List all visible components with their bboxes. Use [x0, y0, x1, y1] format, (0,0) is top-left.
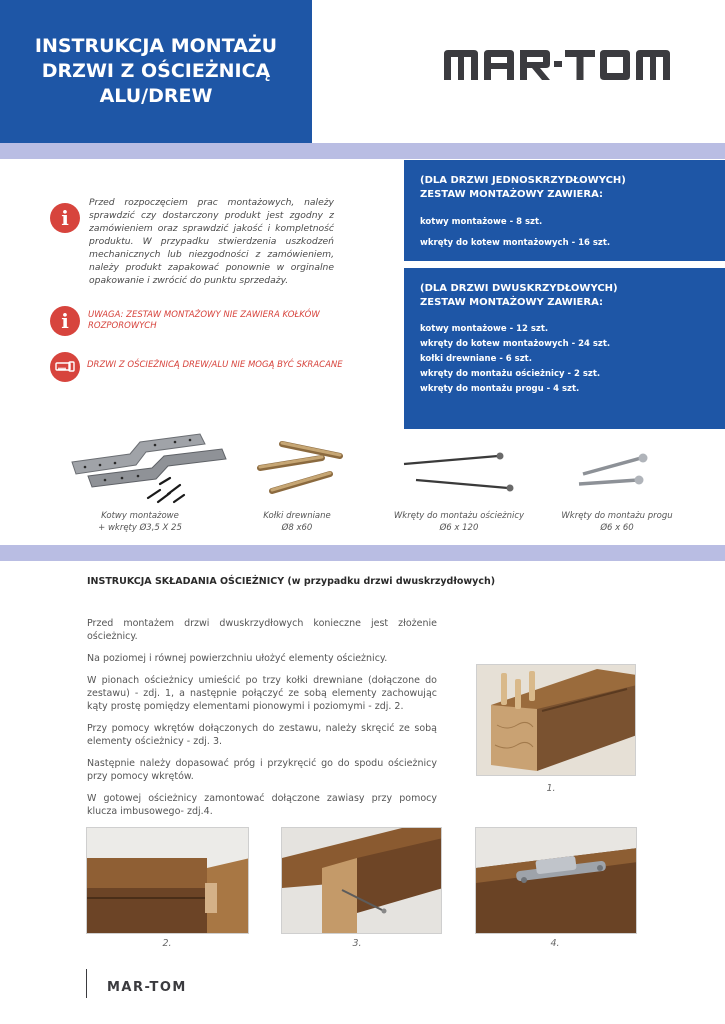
- threshold-screws-image: [575, 452, 655, 492]
- product-caption: [542, 510, 692, 534]
- step-text: Następnie należy dopasować próg i przykręcić go do spodu ościeżnicy przy pomocy wkrętów.: [87, 758, 437, 782]
- product-size: Ø6 x 60: [600, 523, 634, 533]
- photo-caption: 3.: [352, 938, 362, 949]
- section-band: [0, 545, 725, 561]
- kit-single-heading-2: ZESTAW MONTAŻOWY ZAWIERA:: [420, 189, 603, 200]
- brand-logo: [444, 50, 684, 80]
- product-name: Wkręty do montażu ościeżnicy: [393, 511, 525, 521]
- kit-single-heading-1: (DLA DRZWI JEDNOSKRZYDŁOWYCH): [420, 175, 626, 186]
- footer-divider: [86, 969, 87, 998]
- kit-double-item: kotwy montażowe - 12 szt.: [420, 324, 549, 334]
- kit-single-box: [404, 160, 725, 261]
- dowels-image: [250, 436, 350, 506]
- page-title: [16, 34, 296, 109]
- photo-caption: 2.: [162, 938, 172, 949]
- product-size: Ø6 x 120: [439, 523, 479, 533]
- step-text: W pionach ościeżnicy umieścić po trzy kołki drewniane (dołączone do zestawu) - zdj. 1, a następnie połączyć ze sobą elementy zachowując kąty prostę pomiędzy elementami pionowymi i poziomymi - zdj. 2.: [87, 675, 437, 712]
- intro-notice: Przed rozpoczęciem prac montażowych, należy sprawdzić czy dostarczony produkt jest zgodny z zamówieniem oraz sprawdzić jakość i kompletność produktu. W przypadku stwierdzenia uszkodzeń mechanicznych lub niezgodności z zamówieniem, należy produkt zapakować ponownie w orginalne opakowanie i zwrócić do punktu sprzedaży.: [89, 197, 334, 286]
- footer-logo: MAR-TOM: [107, 980, 187, 995]
- photo-screwed-corner: [281, 827, 442, 934]
- kit-double-heading-1: (DLA DRZWI DWUSKRZYDŁOWYCH): [420, 283, 618, 294]
- instructions-steps: [87, 617, 437, 827]
- product-name: Kotwy montażowe: [101, 511, 179, 521]
- photo-hinges: [475, 827, 637, 934]
- step-text: Przy pomocy wkrętów dołączonych do zestawu, należy skręcić ze sobą elementy ościeżnicy - zdj. 3.: [87, 723, 437, 747]
- step-text: W gotowej ościeżnicy zamontować dołączone zawiasy przy pomocy klucza imbusowego- zdj.4.: [87, 793, 437, 817]
- kit-single-item: kotwy montażowe - 8 szt.: [420, 217, 543, 227]
- kit-double-heading-2: ZESTAW MONTAŻOWY ZAWIERA:: [420, 297, 603, 308]
- frame-screws-image: [400, 450, 520, 495]
- instructions-title: [87, 576, 495, 587]
- photo-joined-elements: [86, 827, 249, 934]
- instructions-title-rest: (w przypadku drzwi dwuskrzydłowych): [284, 576, 496, 587]
- photo-dowels-in-frame: [476, 664, 636, 776]
- kit-double-item: wkręty do kotew montażowych - 24 szt.: [420, 339, 611, 349]
- product-name: Wkręty do montażu progu: [561, 511, 673, 521]
- warning-no-anchors: UWAGA: ZESTAW MONTAŻOWY NIE ZAWIERA KOŁKÓW ROZPOROWYCH: [88, 310, 320, 331]
- instructions-title-bold: INSTRUKCJA SKŁADANIA OŚCIEŻNICY: [87, 576, 285, 587]
- title-line-3: ALU/DREW: [99, 85, 213, 107]
- photo-caption: 4.: [550, 938, 560, 949]
- product-size: Ø8 x60: [281, 523, 313, 533]
- info-icon: i: [50, 306, 80, 336]
- title-line-1: INSTRUKCJA MONTAŻU: [34, 35, 278, 57]
- brand-logo-mark: [444, 50, 684, 80]
- step-text: Przed montażem drzwi dwuskrzydłowych konieczne jest złożenie ościeżnicy.: [87, 618, 437, 642]
- step-text: Na poziomej i równej powierzchniu ułożyć elementy ościeżnicy.: [87, 653, 388, 664]
- title-line-2: DRZWI Z OŚCIEŻNICĄ: [41, 60, 271, 82]
- product-caption: [384, 510, 534, 534]
- warning-no-cutting: DRZWI Z OŚCIEŻNICĄ DREW/ALU NIE MOGĄ BYĆ SKRACANE: [87, 360, 343, 370]
- product-caption: [65, 510, 215, 534]
- anchors-image: [60, 432, 230, 507]
- product-caption: [222, 510, 372, 534]
- title-box: [0, 0, 312, 143]
- header-band: [0, 143, 725, 159]
- kit-double-heading: [420, 282, 709, 310]
- photo-caption: 1.: [546, 783, 556, 794]
- kit-single-heading: [420, 174, 709, 202]
- product-size: + wkręty Ø3,5 X 25: [98, 523, 182, 533]
- kit-double-item: wkręty do montażu progu - 4 szt.: [420, 384, 580, 394]
- kit-double-item: wkręty do montażu ościeżnicy - 2 szt.: [420, 369, 601, 379]
- no-cutting-icon: [50, 352, 80, 382]
- kit-double-box: [404, 268, 725, 429]
- kit-single-item: wkręty do kotew montażowych - 16 szt.: [420, 238, 611, 248]
- info-icon: i: [50, 203, 80, 233]
- kit-double-item: kołki drewniane - 6 szt.: [420, 354, 532, 364]
- product-name: Kołki drewniane: [263, 511, 331, 521]
